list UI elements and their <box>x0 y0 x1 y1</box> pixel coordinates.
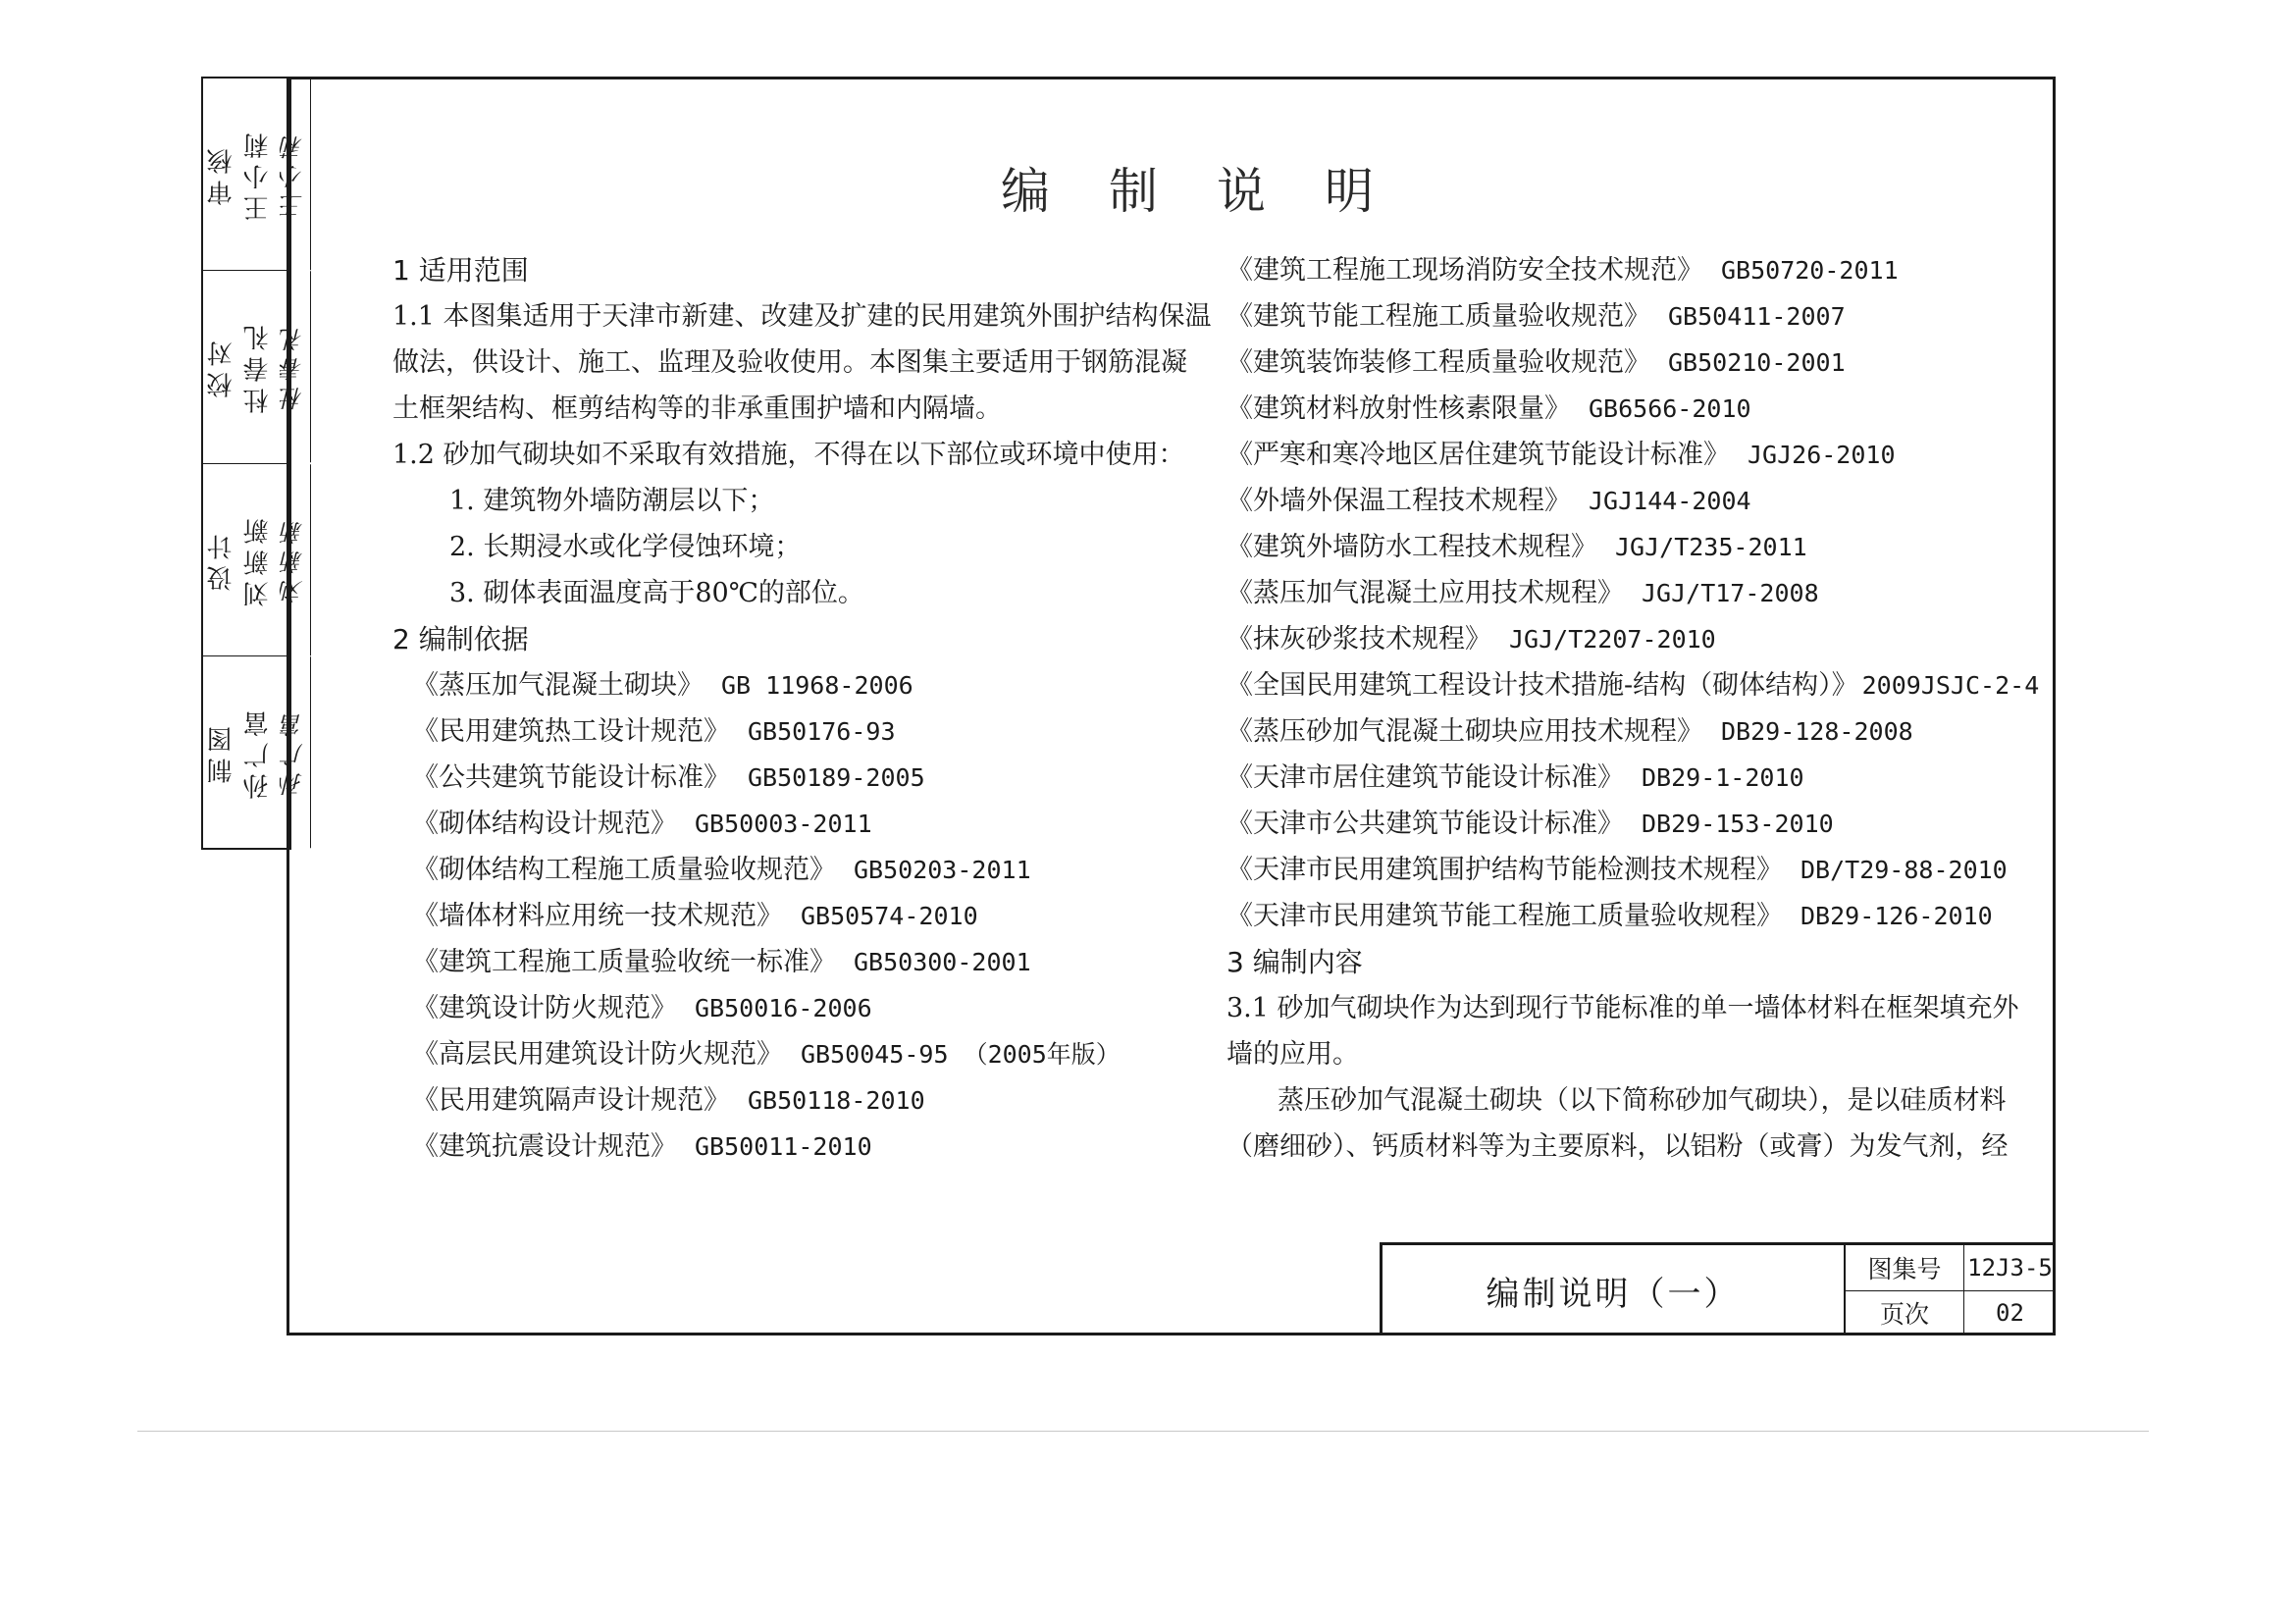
standard-name: 《外墙外保温工程技术规程》 <box>1226 486 1571 516</box>
approval-signature: 杜春礼 <box>276 271 311 462</box>
approval-signature: 刘新新 <box>276 464 311 655</box>
standard-name: 《建筑材料放射性核素限量》 <box>1226 393 1571 424</box>
section-heading: 1 适用范围 <box>392 254 529 287</box>
standard-name: 《蒸压加气混凝土应用技术规程》 <box>1226 578 1624 608</box>
standard-name: 《建筑工程施工质量验收统一标准》 <box>412 947 836 977</box>
standard-name: 《严寒和寒冷地区居住建筑节能设计标准》 <box>1226 440 1730 470</box>
paragraph-line: 蒸压砂加气混凝土砌块（以下简称砂加气砌块），是以硅质材料 <box>1278 1085 2007 1116</box>
list-item: 2. 长期浸水或化学侵蚀环境； <box>449 532 802 562</box>
standard-name: 《建筑工程施工现场消防安全技术规范》 <box>1226 255 1703 286</box>
approval-row <box>203 79 307 271</box>
standard-item <box>392 662 1168 708</box>
standard-item <box>1226 801 1972 847</box>
standard-code: GB50011-2010 <box>695 1132 872 1161</box>
standard-name: 《民用建筑热工设计规范》 <box>412 716 730 747</box>
standard-name: 《高层民用建筑设计防火规范》 <box>412 1039 783 1070</box>
standard-name: 《建筑外墙防水工程技术规程》 <box>1226 532 1597 562</box>
standard-name: 《全国民用建筑工程设计技术措施-结构（砌体结构）》 <box>1226 670 1858 701</box>
standard-name: 《天津市民用建筑围护结构节能检测技术规程》 <box>1226 855 1783 885</box>
scan-edge-line <box>137 1431 2149 1432</box>
standard-item <box>392 939 1168 985</box>
standard-item <box>392 1077 1168 1124</box>
standard-code: GB50411-2007 <box>1668 302 1846 331</box>
standard-name: 《建筑节能工程施工质量验收规范》 <box>1226 301 1650 332</box>
standard-item <box>1226 847 2008 893</box>
section-heading: 3 编制内容 <box>1226 946 1363 978</box>
standard-code: JGJ/T17-2008 <box>1642 579 1819 607</box>
standard-item <box>1226 478 1972 524</box>
section-heading: 2 编制依据 <box>392 623 529 655</box>
standard-code: GB50203-2011 <box>854 856 1031 884</box>
approval-role: 校对 <box>207 335 236 398</box>
standard-code: DB/T29-88-2010 <box>1800 856 2008 884</box>
standard-item <box>1226 616 1972 662</box>
approval-name: 孙广富 <box>243 705 273 800</box>
approval-name: 杜春礼 <box>243 319 273 414</box>
standard-item <box>1226 524 1972 570</box>
standard-name: 《天津市公共建筑节能设计标准》 <box>1226 809 1624 839</box>
standard-name: 《墙体材料应用统一技术规范》 <box>412 901 783 931</box>
standard-item <box>392 801 1168 847</box>
paragraph-line: 土框架结构、框剪结构等的非承重围护墙和内隔墙。 <box>392 393 1002 424</box>
standard-code: GB50720-2011 <box>1721 256 1899 285</box>
standard-code: GB50118-2010 <box>748 1086 925 1115</box>
atlas-row <box>1846 1245 2056 1291</box>
standard-name: 《天津市民用建筑节能工程施工质量验收规程》 <box>1226 901 1783 931</box>
approval-role: 设计 <box>207 528 236 592</box>
left-column <box>392 247 1212 1170</box>
paragraph-line: 1.1 本图集适用于天津市新建、改建及扩建的民用建筑外围护结构保温 <box>392 301 1212 332</box>
atlas-label: 图集号 <box>1846 1245 1964 1290</box>
standard-code: GB 11968-2006 <box>721 671 913 700</box>
standard-item <box>392 708 1168 755</box>
paragraph-line: 做法，供设计、施工、监理及验收使用。本图集主要适用于钢筋混凝 <box>392 347 1187 378</box>
standard-item <box>1226 340 1972 386</box>
standard-name: 《蒸压加气混凝土砌块》 <box>412 670 704 701</box>
standard-item <box>392 1031 1168 1077</box>
right-column <box>1226 247 2040 1170</box>
standard-item <box>1226 432 1972 478</box>
standard-code: JGJ144-2004 <box>1589 487 1751 515</box>
standard-code: GB6566-2010 <box>1589 394 1751 423</box>
approval-name: 王小莉 <box>243 127 273 222</box>
standard-item <box>392 847 1168 893</box>
paragraph-line: 1.2 砂加气砌块如不采取有效措施，不得在以下部位或环境中使用： <box>392 440 1185 470</box>
standard-item <box>1226 247 1972 293</box>
list-item: 3. 砌体表面温度高于80℃的部位。 <box>449 578 864 608</box>
page-title: 编制说明 <box>1001 163 1433 220</box>
standard-name: 《建筑装饰装修工程质量验收规范》 <box>1226 347 1650 378</box>
standard-name: 《建筑抗震设计规范》 <box>412 1131 677 1162</box>
approval-role: 制图 <box>207 720 236 784</box>
page-label: 页次 <box>1846 1291 1964 1336</box>
approval-row <box>203 656 307 848</box>
standard-item <box>392 893 1168 939</box>
standard-item <box>1226 893 1993 939</box>
standard-name: 《抹灰砂浆技术规程》 <box>1226 624 1491 654</box>
standard-code: DB29-1-2010 <box>1642 763 1804 792</box>
page-value: 02 <box>1996 1299 2024 1328</box>
standard-code: GB50176-93 <box>748 717 896 746</box>
standard-name: 《公共建筑节能设计标准》 <box>412 762 730 793</box>
standard-item <box>1226 293 1972 340</box>
standard-code: GB50300-2001 <box>854 948 1031 976</box>
list-item: 1. 建筑物外墙防潮层以下； <box>449 486 775 516</box>
standard-code: JGJ/T2207-2010 <box>1509 625 1716 654</box>
approval-role: 审核 <box>207 142 236 206</box>
standard-item <box>1226 570 1972 616</box>
paragraph-line: （磨细砂）、钙质材料等为主要原料，以铝粉（或膏）为发气剂，经 <box>1226 1131 2009 1162</box>
standard-code: GB50016-2006 <box>695 994 872 1022</box>
paragraph-line: 墙的应用。 <box>1226 1039 1359 1070</box>
approval-signature: 王小莉 <box>276 79 311 270</box>
standard-name: 《建筑设计防火规范》 <box>412 993 677 1023</box>
standard-name: 《天津市居住建筑节能设计标准》 <box>1226 762 1624 793</box>
standard-item <box>392 985 1168 1031</box>
title-block-meta <box>1846 1245 2056 1335</box>
approval-row <box>203 271 307 463</box>
title-block <box>1380 1242 2056 1335</box>
standard-name: 《砌体结构工程施工质量验收规范》 <box>412 855 836 885</box>
standard-code: DB29-126-2010 <box>1800 902 1993 930</box>
standard-code: JGJ/T235-2011 <box>1615 533 1807 561</box>
standard-item <box>1226 755 1972 801</box>
standard-name: 《砌体结构设计规范》 <box>412 809 677 839</box>
standard-code: GB50045-95 （2005年版） <box>801 1040 1121 1069</box>
standard-code: GB50574-2010 <box>801 902 978 930</box>
standard-code: GB50003-2011 <box>695 810 872 838</box>
approval-signature: 孙广富 <box>276 656 311 848</box>
page-row <box>1846 1291 2056 1336</box>
approval-strip <box>201 77 307 850</box>
sheet-name: 编制说明（一） <box>1383 1245 1846 1335</box>
standard-code: GB50210-2001 <box>1668 348 1846 377</box>
approval-row <box>203 464 307 656</box>
paragraph-line: 3.1 砂加气砌块作为达到现行节能标准的单一墙体材料在框架填充外 <box>1226 993 2019 1023</box>
atlas-value: 12J3-5 <box>1967 1253 2053 1282</box>
standard-item <box>1226 708 1972 755</box>
standard-item <box>1226 386 1972 432</box>
approval-name: 刘新新 <box>243 512 273 607</box>
standard-code: DB29-153-2010 <box>1642 810 1834 838</box>
standard-code: 2009JSJC-2-4 <box>1861 671 2040 700</box>
standard-item <box>392 755 1168 801</box>
standard-name: 《蒸压砂加气混凝土砌块应用技术规程》 <box>1226 716 1703 747</box>
standard-name: 《民用建筑隔声设计规范》 <box>412 1085 730 1116</box>
standard-item <box>1226 662 2040 708</box>
standard-code: DB29-128-2008 <box>1721 717 1913 746</box>
standard-code: GB50189-2005 <box>748 763 925 792</box>
standard-item <box>392 1124 1168 1170</box>
standard-code: JGJ26-2010 <box>1748 441 1896 469</box>
